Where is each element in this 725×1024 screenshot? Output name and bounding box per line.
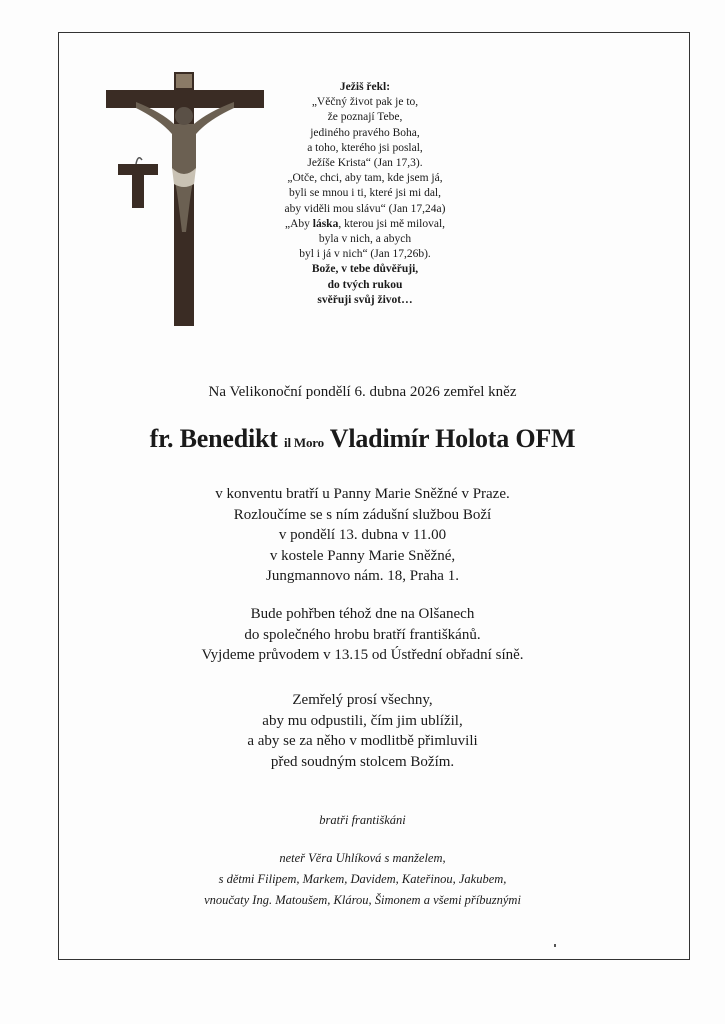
forgiveness-request: Zemřelý prosí všechny, aby mu odpustili, čím jim ublížil, a aby se za něho v modlitbě přimluvili před soudným stolcem Božím. (247, 692, 478, 770)
verse-closing: Bože, v tebe důvěřuji, (311, 263, 419, 276)
verse-line: že poznají Tebe, (327, 111, 403, 124)
verse-line: „Věčný život pak je to, (311, 96, 419, 109)
verse-bold-word: láska (312, 217, 339, 230)
funeral-details: v konventu bratří u Panny Marie Sněžné v Praze. Rozloučíme se s ním zádušní službou Boží v pondělí 13. dubna v 11.00 v kostele Panny Marie Sněžné, Jungmannovo nám. 18, Praha 1. (215, 486, 510, 584)
scripture-quote (260, 80, 470, 308)
verse-line: a toho, kterého jsi poslal, (307, 141, 423, 154)
verse-line: „Otče, chci, aby tam, kde jsem já, (287, 172, 443, 185)
deceased-name: fr. Benedikt il Moro Vladimír Holota OFM (149, 424, 576, 453)
name-nickname: il Moro (284, 435, 324, 450)
verse-line: „Aby láska, kterou jsi mě miloval, (284, 217, 446, 230)
verse-line: byl i já v nich“ (Jan 17,26b). (299, 248, 431, 261)
signature-family: neteř Věra Uhlíková s manželem, s dětmi Filipem, Markem, Davidem, Kateřinou, Jakubem, vnoučaty Ing. Matoušem, Klárou, Šimonem a všemi příbuznými (204, 851, 521, 907)
verse-line: byla v nich, a abych (318, 233, 412, 246)
verse-line: byli se mnou i ti, které jsi mi dal, (288, 187, 442, 200)
tau-cross-icon (118, 154, 158, 208)
verse-closing: do tvých rukou (327, 278, 403, 291)
verse-line: aby viděli mou slávu“ (Jan 17,24a) (284, 202, 446, 215)
scan-speck (554, 944, 556, 947)
verse-line: Ježíše Krista“ (Jan 17,3). (307, 157, 423, 170)
signature-friars: bratři františkáni (319, 813, 406, 827)
burial-details: Bude pohřben téhož dne na Olšanech do společného hrobu bratří františkánů. Vyjdeme průvodem v 13.15 od Ústřední obřadní síně. (201, 606, 524, 663)
announcement-intro: Na Velikonoční pondělí 6. dubna 2026 zemřel kněz (208, 384, 517, 400)
verse-closing: svěřuji svůj život… (317, 293, 413, 306)
verse-heading: Ježiš řekl: (339, 81, 391, 93)
verse-line: jediného pravého Boha, (310, 126, 420, 139)
